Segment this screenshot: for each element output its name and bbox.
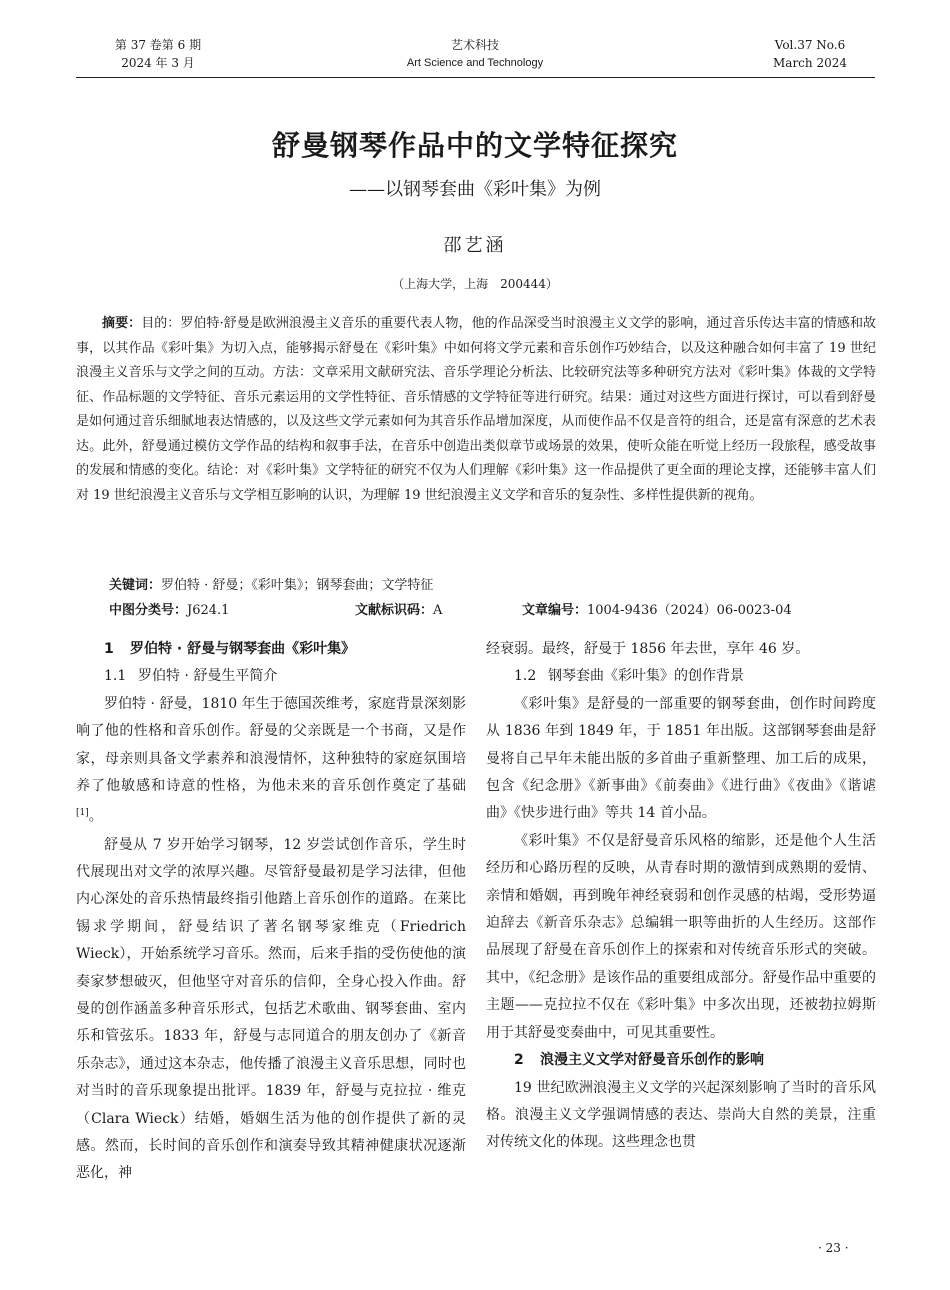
keywords-text: 罗伯特 · 舒曼；《彩叶集》；钢琴套曲；文学特征 (161, 578, 434, 593)
section-1-heading (76, 636, 466, 663)
clc-label: 中图分类号： (109, 603, 188, 618)
journal-name-en: Art Science and Technology (406, 57, 544, 69)
clc-code (109, 600, 229, 622)
section-1-1-number: 1.1 (104, 668, 127, 685)
citation-ref: [1] (76, 808, 89, 819)
section-1-number: 1 (104, 641, 114, 657)
body-column-left (76, 636, 466, 1188)
paragraph (76, 691, 466, 832)
body-column-right (486, 636, 876, 1157)
art-label: 文章编号： (522, 603, 588, 618)
section-1-1-title: 罗伯特 · 舒曼生平简介 (138, 668, 278, 685)
paragraph: 舒曼从 7 岁开始学习钢琴，12 岁尝试创作音乐，学生时代展现出对文学的浓厚兴趣。尽管舒曼最初是学习法律，但他内心深处的音乐热情最终指引他踏上音乐创作的道路。在莱比锡求学期间，舒曼结识了著名钢琴家维克（Friedrich Wieck），开始系统学习音乐。然而，后来手指的受伤使他的演奏家梦想破灭，但他坚守对音乐的信仰，全身心投入作曲。舒曼的创作涵盖多种音乐形式，包括艺术歌曲、钢琴套曲、室内乐和管弦乐。1833 年，舒曼与志同道合的朋友创办了《新音乐杂志》，通过这本杂志，他传播了浪漫主义音乐思想，同时也对当时的音乐现象提出批评。1839 年，舒曼与克拉拉 · 维克（Clara Wieck）结婚，婚姻生活为他的创作提供了新的灵感。然而，长时间的音乐创作和演奏导致其精神健康状况逐渐恶化，神 (76, 836, 466, 1182)
clc-value: J624.1 (187, 603, 230, 618)
page-number: · 23 · (818, 1241, 849, 1255)
section-1-title: 罗伯特 · 舒曼与钢琴套曲《彩叶集》 (130, 641, 356, 657)
article-code (522, 600, 792, 622)
abstract (76, 312, 876, 508)
section-1-1-heading (76, 663, 466, 690)
art-value: 1004-9436（2024）06-0023-04 (587, 603, 792, 618)
section-2-number: 2 (514, 1052, 524, 1069)
section-1-2-title: 钢琴套曲《彩叶集》的创作背景 (548, 668, 744, 685)
abstract-text: 目的：罗伯特·舒曼是欧洲浪漫主义音乐的重要代表人物，他的作品深受当时浪漫主义文学的影响，通过音乐传达丰富的情感和故事，以其作品《彩叶集》为切入点，能够揭示舒曼在《彩叶集》中如何将文学元素和音乐创作巧妙结合，以及这种融合如何丰富了 19 世纪浪漫主义音乐与文学之间的互动。方法：文章采用文献研究法、音乐学理论分析法、比较研究法等多种研究方法对《彩叶集》体裁的文学特征、作品标题的文学特征、音乐元素运用的文学性特征、音乐情感的文学特征等进行研究。结果：通过对这些方面进行探讨，可以看到舒曼是如何通过音乐细腻地表达情感的，以及这些文学元素如何为其音乐作品增加深度，从而使作品不仅是音符的组合，还是富有深意的艺术表达。此外，舒曼通过模仿文学作品的结构和叙事手法，在音乐中创造出类似章节或场景的效果，使听众能在听觉上经历一段旅程，感受故事的发展和情感的变化。结论：对《彩叶集》文学特征的研究不仅为人们理解《彩叶集》这一作品提供了更全面的理论支撑，还能够丰富人们对 19 世纪浪漫主义音乐与文学相互影响的认识，为理解 19 世纪浪漫主义文学和音乐的复杂性、多样性提供新的视角。 (76, 316, 876, 503)
author-affiliation: （上海大学，上海 200444） (392, 277, 558, 291)
paragraph-end: 。 (88, 809, 103, 826)
section-1-2-heading (486, 663, 876, 690)
header-divider (76, 77, 875, 78)
article-title: 舒曼钢琴作品中的文学特征探究 (271, 129, 678, 162)
journal-volume-issue (98, 36, 218, 72)
journal-name (375, 36, 575, 72)
keywords (109, 575, 433, 597)
section-2-heading (486, 1047, 876, 1074)
abstract-label: 摘要： (102, 316, 142, 331)
issue-date-cn: 2024 年 3 月 (121, 56, 195, 70)
article-subtitle: ——以钢琴套曲《彩叶集》为例 (349, 179, 601, 200)
volume-issue-text: 第 37 卷第 6 期 (114, 38, 202, 52)
article-author: 邵艺涵 (443, 235, 507, 256)
doc-label: 文献标识码： (355, 603, 434, 618)
document-code (355, 600, 442, 622)
section-2-title: 浪漫主义文学对舒曼音乐创作的影响 (540, 1052, 764, 1069)
volume-en-text: Vol.37 No.6 (774, 38, 846, 52)
paragraph: 《彩叶集》是舒曼的一部重要的钢琴套曲，创作时间跨度从 1836 年到 1849 年，于 1851 年出版。这部钢琴套曲是舒曼将自己早年未能出版的多首曲子重新整理、加工后的成果，包含《纪念册》《新事曲》《前奏曲》《进行曲》《夜曲》《谐谑曲》《快步进行曲》等共 14 首小品。 (486, 695, 876, 822)
section-1-2-number: 1.2 (514, 668, 537, 685)
journal-volume-en (750, 36, 870, 72)
paragraph: 《彩叶集》不仅是舒曼音乐风格的缩影，还是他个人生活经历和心路历程的反映，从青春时期的激情到成熟期的爱情、亲情和婚姻，再到晚年神经衰弱和创作灵感的枯竭，受形势逼迫辞去《新音乐杂志》总编辑一职等曲折的人生经历。这部作品展现了舒曼在音乐创作上的探索和对传统音乐形式的突破。其中，《纪念册》是该作品的重要组成部分。舒曼作品中重要的主题——克拉拉不仅在《彩叶集》中多次出现，还被勃拉姆斯用于其舒曼变奏曲中，可见其重要性。 (486, 832, 876, 1041)
keywords-label: 关键词： (109, 578, 162, 593)
issue-date-en: March 2024 (773, 56, 847, 70)
paragraph-text: 罗伯特 · 舒曼，1810 年生于德国茨维考，家庭背景深刻影响了他的性格和音乐创作。舒曼的父亲既是一个书商，又是作家，母亲则具备文学素养和浪漫情怀，这种独特的家庭氛围培养了他敏感和诗意的性格，为他未来的音乐创作奠定了基础 (76, 695, 466, 795)
paragraph: 19 世纪欧洲浪漫主义文学的兴起深刻影响了当时的音乐风格。浪漫主义文学强调情感的表达、崇尚大自然的美景，注重对传统文化的体现。这些理念也贯 (486, 1079, 876, 1151)
doc-value: A (433, 603, 443, 618)
journal-name-cn: 艺术科技 (450, 38, 499, 52)
paragraph-continued: 经衰弱。最终，舒曼于 1856 年去世，享年 46 岁。 (486, 641, 810, 657)
